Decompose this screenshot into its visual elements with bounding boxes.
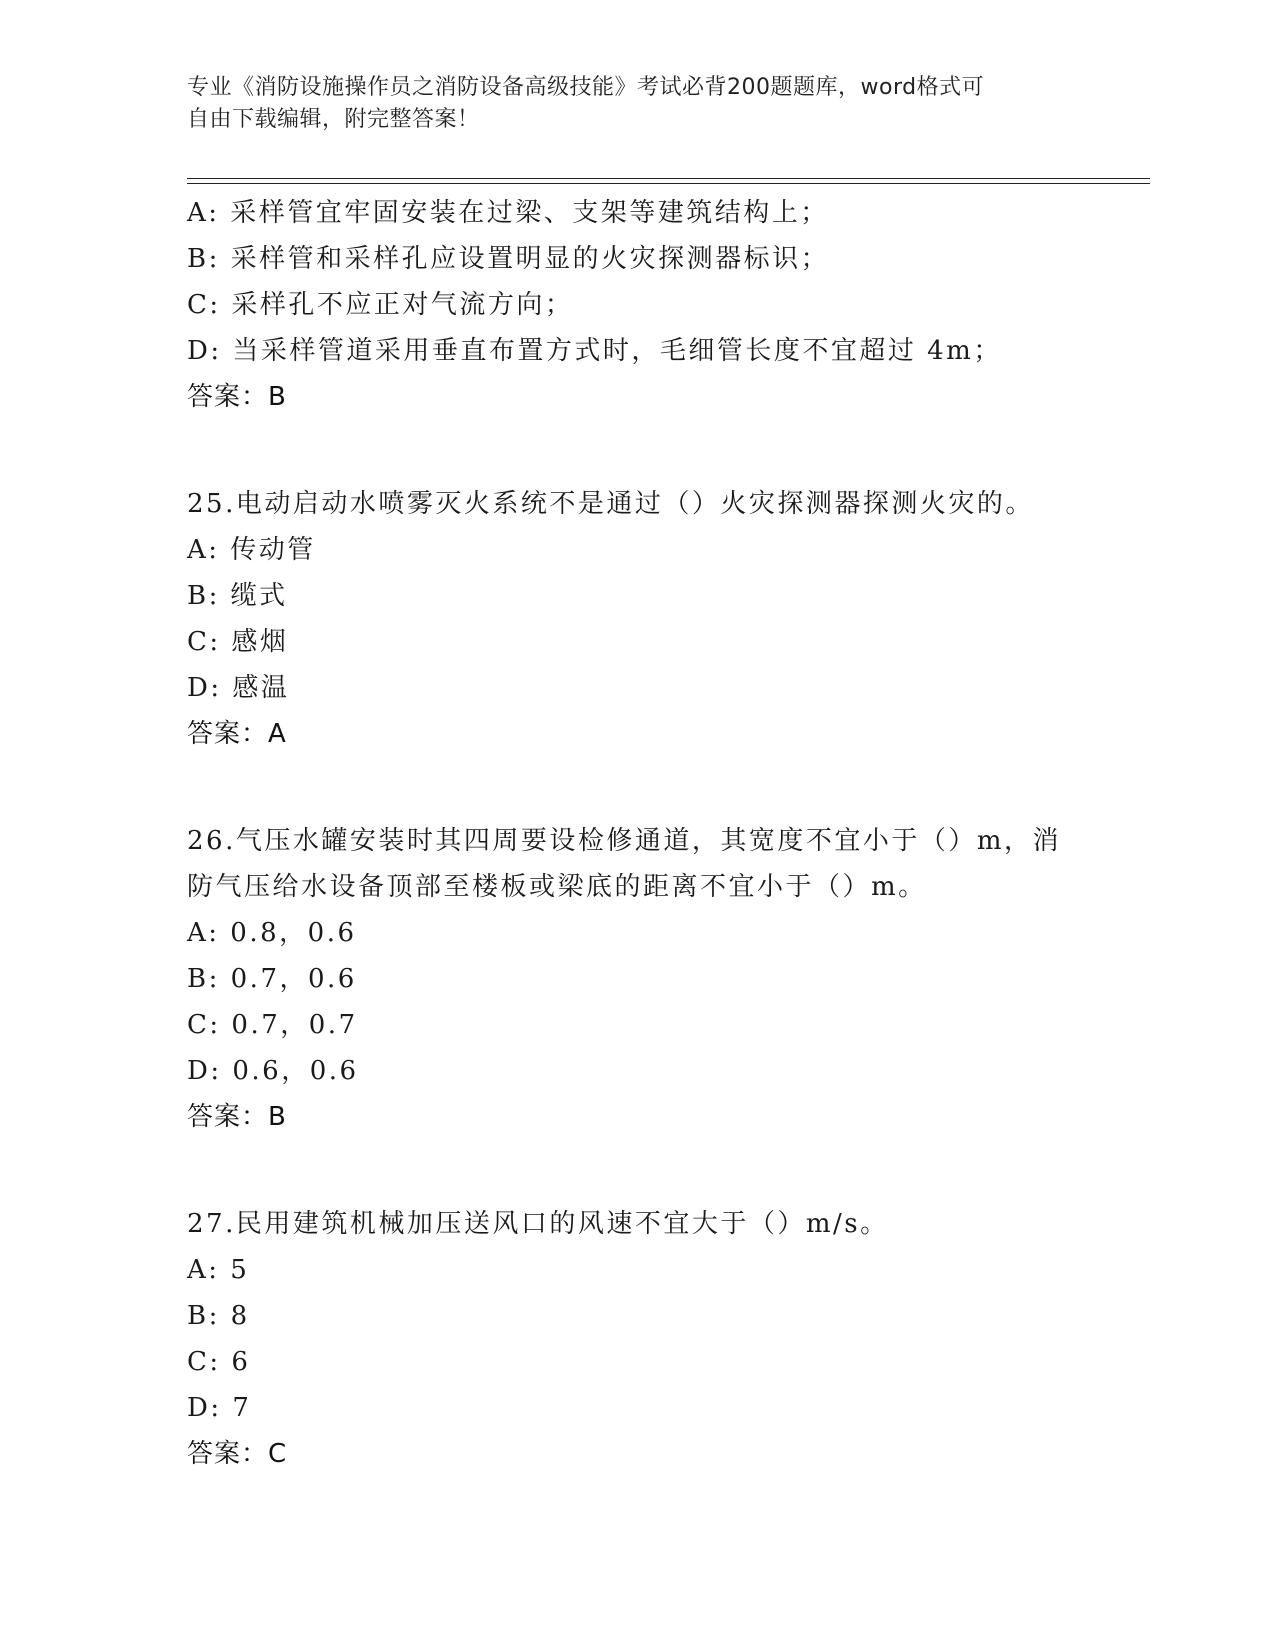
- question-list: [187, 190, 1087, 1477]
- option-a: A: 采样管宜牢固安装在过梁、支架等建筑结构上；: [187, 198, 829, 228]
- question-stem-line-2: 防气压给水设备顶部至楼板或梁底的距离不宜小于（）m。: [187, 872, 927, 902]
- answer: 答案：C: [187, 1439, 288, 1469]
- header-line-2: 自由下载编辑，附完整答案！: [187, 107, 480, 132]
- option-a: A: 5: [187, 1255, 250, 1285]
- option-a: A: 0.8，0.6: [187, 918, 357, 948]
- option-b: B: 采样管和采样孔应设置明显的火灾探测器标识；: [187, 244, 830, 274]
- option-d: D: 感温: [187, 673, 290, 703]
- option-c: C: 感烟: [187, 627, 289, 657]
- option-c: C: 0.7，0.7: [187, 1010, 358, 1040]
- question-27: [187, 1201, 1087, 1477]
- spacer: [187, 757, 1087, 818]
- question-24: [187, 190, 1087, 420]
- question-stem: 27.民用建筑机械加压送风口的风速不宜大于（）m/s。: [187, 1209, 889, 1239]
- header-line-1: 专业《消防设施操作员之消防设备高级技能》考试必背200题题库，word格式可: [187, 75, 985, 100]
- option-c: C: 6: [187, 1347, 251, 1377]
- answer: 答案：A: [187, 719, 287, 749]
- option-a: A: 传动管: [187, 535, 316, 565]
- option-d: D: 7: [187, 1393, 252, 1423]
- spacer: [187, 1140, 1087, 1201]
- spacer: [187, 420, 1087, 481]
- document-header: [187, 72, 1067, 136]
- option-d: D: 0.6，0.6: [187, 1056, 359, 1086]
- option-c: C: 采样孔不应正对气流方向；: [187, 290, 574, 320]
- answer: 答案：B: [187, 1102, 287, 1132]
- question-stem-line-1: 26.气压水罐安装时其四周要设检修通道，其宽度不宜小于（）m，消: [187, 826, 1062, 856]
- option-d: D: 当采样管道采用垂直布置方式时，毛细管长度不宜超过 4m；: [187, 336, 1002, 366]
- answer: 答案：B: [187, 382, 287, 412]
- question-stem: 25.电动启动水喷雾灭火系统不是通过（）火灾探测器探测火灾的。: [187, 489, 1034, 519]
- option-b: B: 0.7，0.6: [187, 964, 357, 994]
- option-b: B: 缆式: [187, 581, 288, 611]
- question-26: [187, 818, 1087, 1140]
- option-b: B: 8: [187, 1301, 250, 1331]
- header-divider-top: [187, 178, 1150, 179]
- question-25: [187, 481, 1087, 757]
- header-divider-bottom: [187, 183, 1150, 184]
